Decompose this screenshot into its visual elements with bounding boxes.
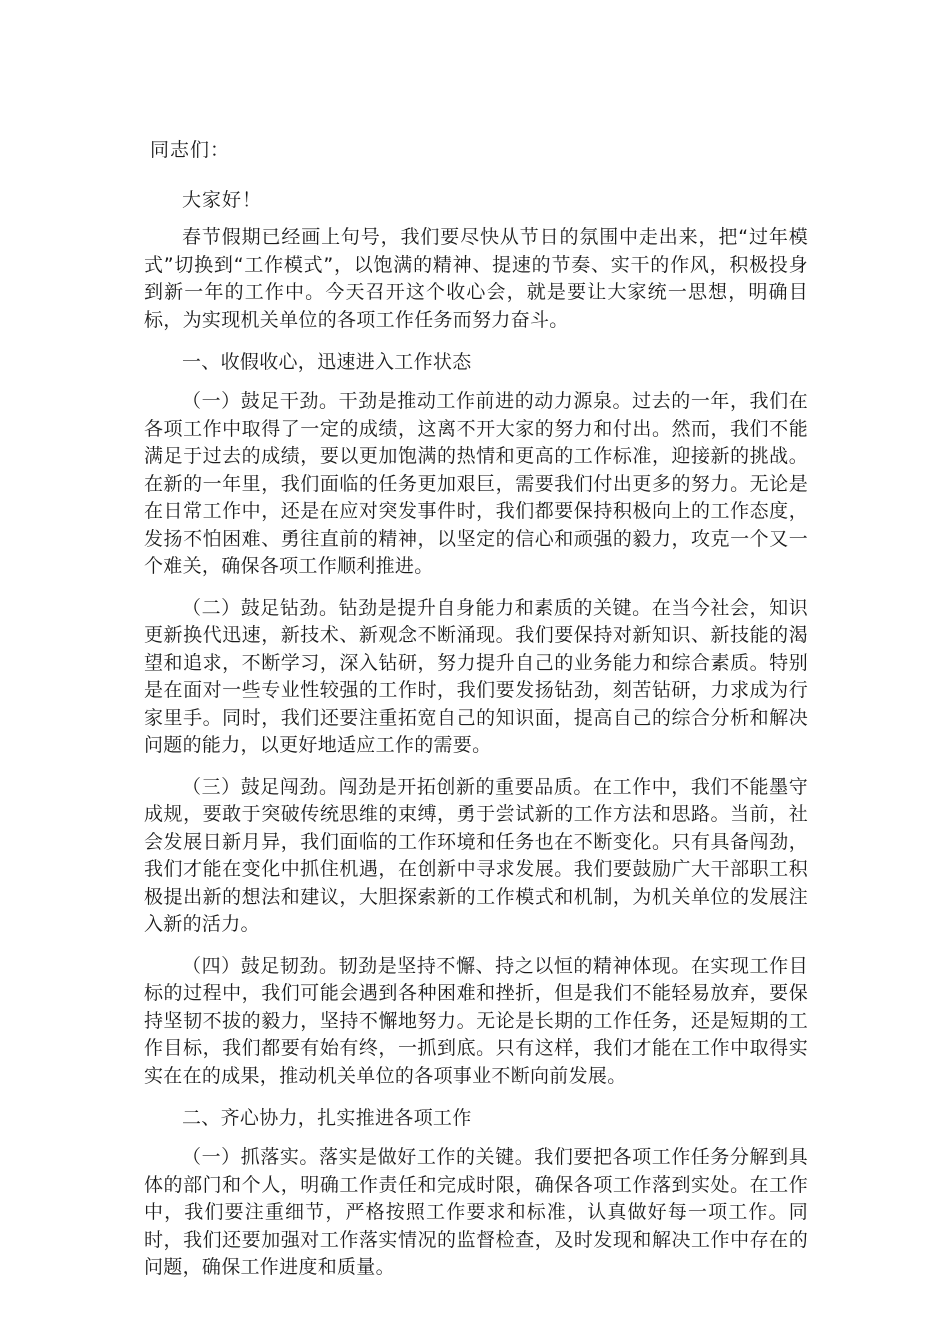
section-1-heading: 一、收假收心，迅速进入工作状态 xyxy=(182,351,472,373)
salutation: 同志们： xyxy=(150,139,231,161)
section-2-heading: 二、齐心协力，扎实推进各项工作 xyxy=(182,1107,472,1129)
intro-paragraph: 春节假期已经画上句号，我们要尽快从节日的氛围中走出来，把“过年模式”切换到“工作模式”，以饱满的精神、提速的节奏、实干的作风，积极投身到新一年的工作中。今天召开这个收心会，就是要让大家统一思想，明确目标，为实现机关单位的各项工作任务而努力奋斗。 xyxy=(144,226,808,331)
document-body xyxy=(144,186,808,1296)
greeting: 大家好！ xyxy=(182,189,263,211)
section-1-paragraph-4: （四）鼓足韧劲。韧劲是坚持不懈、持之以恒的精神体现。在实现工作目标的过程中，我们可能会遇到各种困难和挫折，但是我们不能轻易放弃，要保持坚韧不拔的毅力，坚持不懈地努力。无论是长期的工作任务，还是短期的工作目标，我们都要有始有终，一抓到底。只有这样，我们才能在工作中取得实实在在的成果，推动机关单位的各项事业不断向前发展。 xyxy=(144,954,808,1087)
section-1-paragraph-1: （一）鼓足干劲。干劲是推动工作前进的动力源泉。过去的一年，我们在各项工作中取得了一定的成绩，这离不开大家的努力和付出。然而，我们不能满足于过去的成绩，要以更加饱满的热情和更高的工作标准，迎接新的挑战。在新的一年里，我们面临的任务更加艰巨，需要我们付出更多的努力。无论是在日常工作中，还是在应对突发事件时，我们都要保持积极向上的工作态度，发扬不怕困难、勇往直前的精神，以坚定的信心和顽强的毅力，攻克一个又一个难关，确保各项工作顺利推进。 xyxy=(144,390,808,577)
section-2-paragraph-1: （一）抓落实。落实是做好工作的关键。我们要把各项工作任务分解到具体的部门和个人，明确工作责任和完成时限，确保各项工作落到实处。在工作中，我们要注重细节，严格按照工作要求和标准，认真做好每一项工作。同时，我们还要加强对工作落实情况的监督检查，及时发现和解决工作中存在的问题，确保工作进度和质量。 xyxy=(144,1146,808,1278)
section-1-paragraph-2: （二）鼓足钻劲。钻劲是提升自身能力和素质的关键。在当今社会，知识更新换代迅速，新技术、新观念不断涌现。我们要保持对新知识、新技能的渴望和追求，不断学习，深入钻研，努力提升自己的业务能力和综合素质。特别是在面对一些专业性较强的工作时，我们要发扬钻劲，刻苦钻研，力求成为行家里手。同时，我们还要注重拓宽自己的知识面，提高自己的综合分析和解决问题的能力，以更好地适应工作的需要。 xyxy=(144,596,808,756)
section-1-paragraph-3: （三）鼓足闯劲。闯劲是开拓创新的重要品质。在工作中，我们不能墨守成规，要敢于突破传统思维的束缚，勇于尝试新的工作方法和思路。当前，社会发展日新月异，我们面临的工作环境和任务也在不断变化。只有具备闯劲，我们才能在变化中抓住机遇，在创新中寻求发展。我们要鼓励广大干部职工积极提出新的想法和建议，大胆探索新的工作模式和机制，为机关单位的发展注入新的活力。 xyxy=(144,775,808,935)
